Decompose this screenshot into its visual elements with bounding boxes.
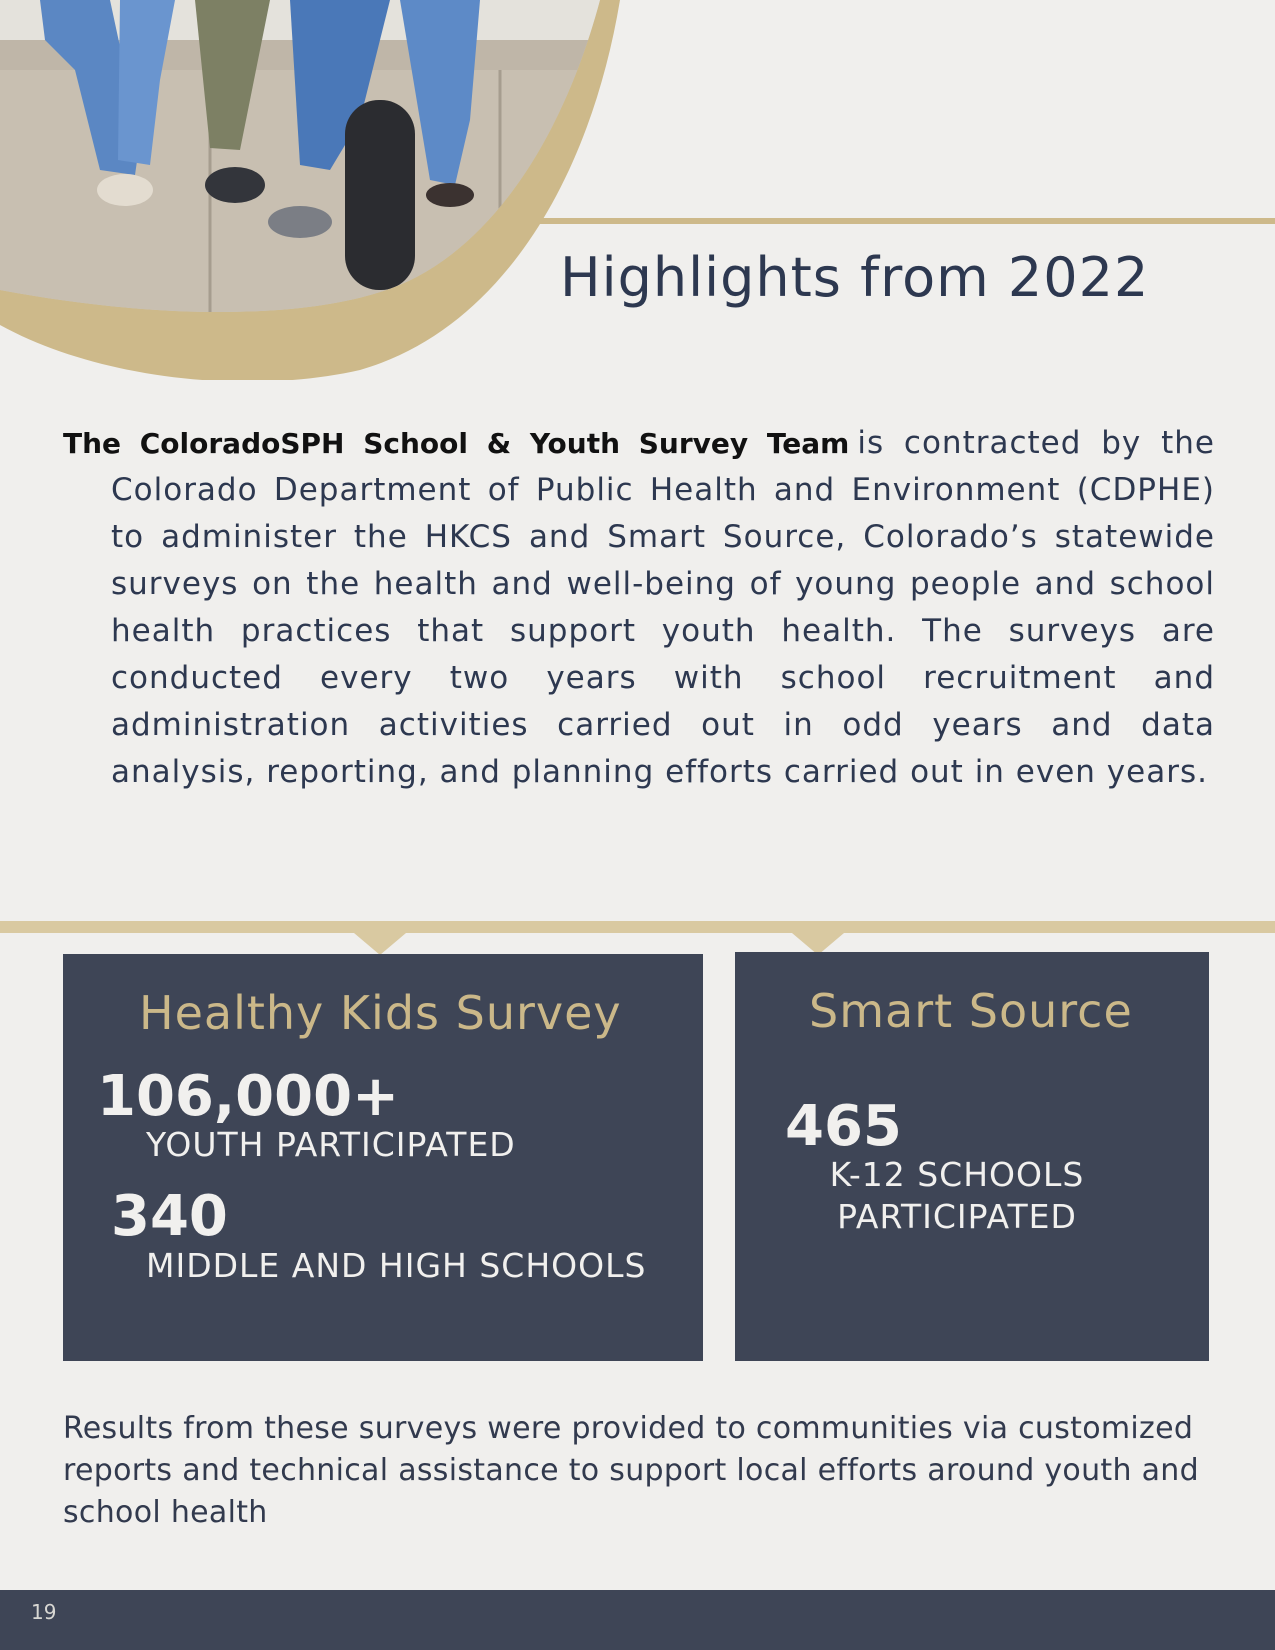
hks-school-count: 340 <box>111 1184 228 1249</box>
ss-panel-title: Smart Source <box>809 984 1133 1038</box>
ss-label-line2: PARTICIPATED <box>837 1197 1077 1236</box>
hks-panel-title: Healthy Kids Survey <box>139 986 622 1040</box>
healthy-kids-survey-panel <box>63 954 703 1361</box>
ss-school-count: 465 <box>785 1094 902 1159</box>
closing-paragraph: Results from these surveys were provided to communities via customized reports and technical assistance to support local efforts around youth and school health <box>63 1411 1199 1530</box>
page-title: Highlights from 2022 <box>560 246 1150 309</box>
mid-divider <box>0 921 1275 933</box>
smart-source-panel <box>735 952 1209 1361</box>
divider-notch-left <box>354 933 406 955</box>
top-divider <box>520 218 1275 224</box>
hks-youth-count: 106,000+ <box>97 1064 399 1129</box>
hero-photo <box>0 0 640 380</box>
intro-lead: The ColoradoSPH School & Youth Survey Team <box>63 427 850 460</box>
hks-school-label: MIDDLE AND HIGH SCHOOLS <box>146 1246 647 1285</box>
footer-bar <box>0 1590 1275 1650</box>
ss-label-line1: K-12 SCHOOLS <box>829 1155 1085 1194</box>
page-number: 19 <box>31 1600 57 1624</box>
hks-youth-label: YOUTH PARTICIPATED <box>146 1125 516 1164</box>
intro-paragraph <box>63 420 1215 796</box>
intro-body: is contracted by the Colorado Department of Public Health and Environment (CDPHE) to administer the HKCS and Smart Source, Colorado’s statewide surveys on the health and well-being of young people and school health practices that support youth health. The surveys are conducted every two years with school recruitment and administration activities carried out in odd years and data analysis, reporting, and planning efforts carried out in even years. <box>111 425 1215 790</box>
